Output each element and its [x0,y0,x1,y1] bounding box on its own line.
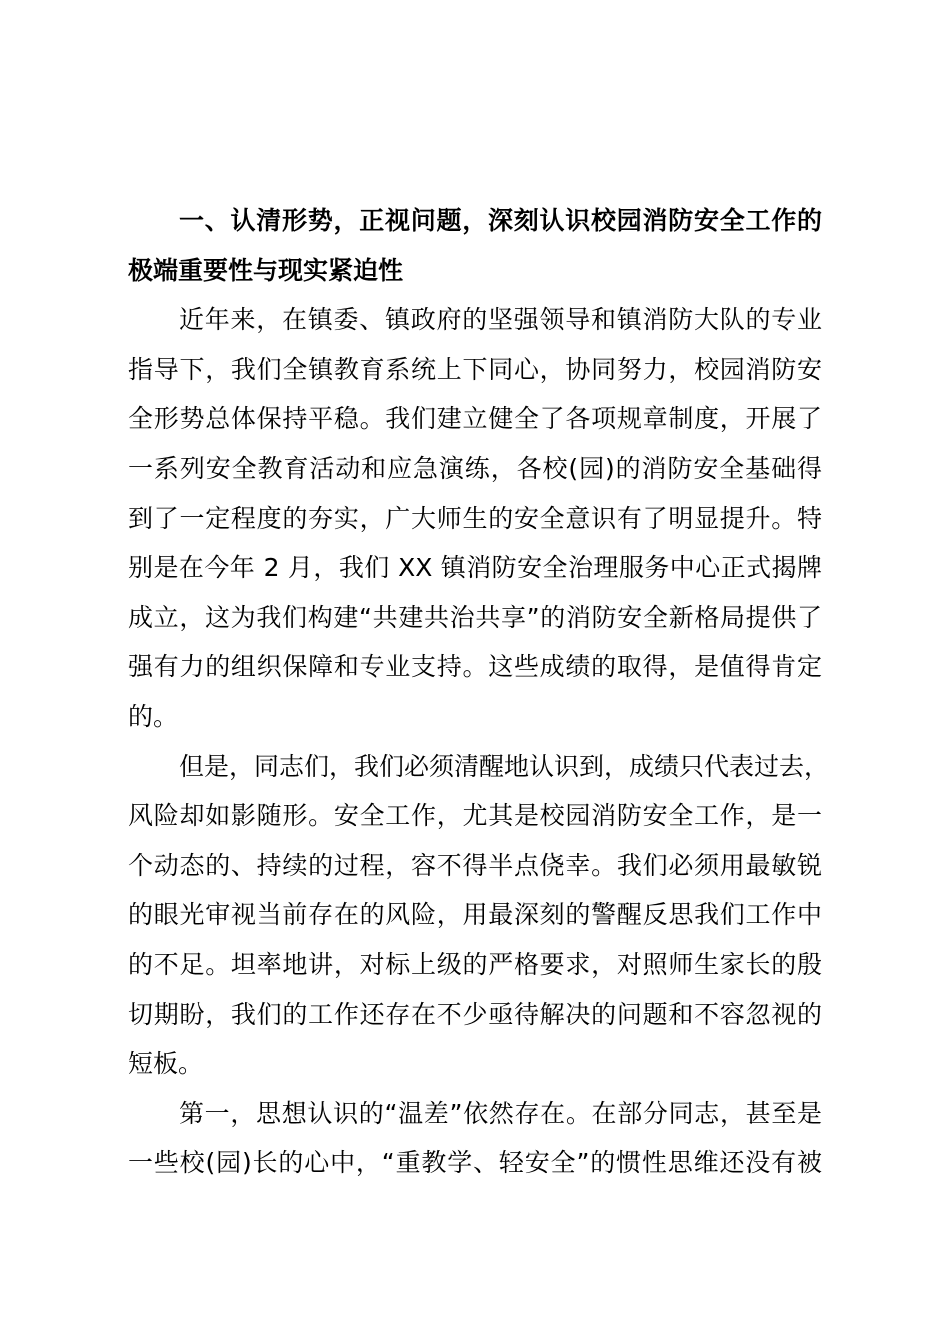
section-heading [128,196,822,295]
text-line: 全形势总体保持平稳。我们建立健全了各项规章制度，开展了 [128,404,822,434]
text-line: 切期盼，我们的工作还存在不少亟待解决的问题和不容忽视的 [128,999,822,1029]
text-line: 但是，同志们，我们必须清醒地认识到，成绩只代表过去， [179,751,830,781]
text-line: 的不足。坦率地讲，对标上级的严格要求，对照师生家长的殷 [128,949,822,979]
heading-line: 一、认清形势，正视问题，深刻认识校园消防安全工作的 [179,206,822,235]
text-line: 指导下，我们全镇教育系统上下同心，协同努力，校园消防安 [128,354,822,384]
text-line: 的。 [128,701,179,731]
text-line: 到了一定程度的夯实，广大师生的安全意识有了明显提升。特 [128,503,822,533]
text-line: 强有力的组织保障和专业支持。这些成绩的取得，是值得肯定 [128,652,822,682]
paragraph-risks [128,742,830,1089]
text-line: 的眼光审视当前存在的风险，用最深刻的警醒反思我们工作中 [128,900,822,930]
text-line: 个动态的、持续的过程，容不得半点侥幸。我们必须用最敏锐 [128,850,822,880]
text-line: 风险却如影随形。安全工作，尤其是校园消防安全工作，是一 [128,801,822,831]
text-line: 近年来，在镇委、镇政府的坚强领导和镇消防大队的专业 [179,305,822,335]
document-body [128,196,830,1188]
text-line: 第一，思想认识的“温差”依然存在。在部分同志，甚至是 [179,1098,822,1128]
text-line: 别是在今年 2 月，我们 XX 镇消防安全治理服务中心正式揭牌 [128,553,822,583]
text-line: 短板。 [128,1049,204,1079]
text-line: 一系列安全教育活动和应急演练，各校(园)的消防安全基础得 [128,453,822,483]
paragraph-first-point [128,1089,822,1188]
paragraph-achievements [128,295,822,741]
heading-line: 极端重要性与现实紧迫性 [128,255,404,285]
text-line: 成立，这为我们构建“共建共治共享”的消防安全新格局提供了 [128,602,822,632]
text-line: 一些校(园)长的心中，“重教学、轻安全”的惯性思维还没有被 [128,1148,822,1178]
